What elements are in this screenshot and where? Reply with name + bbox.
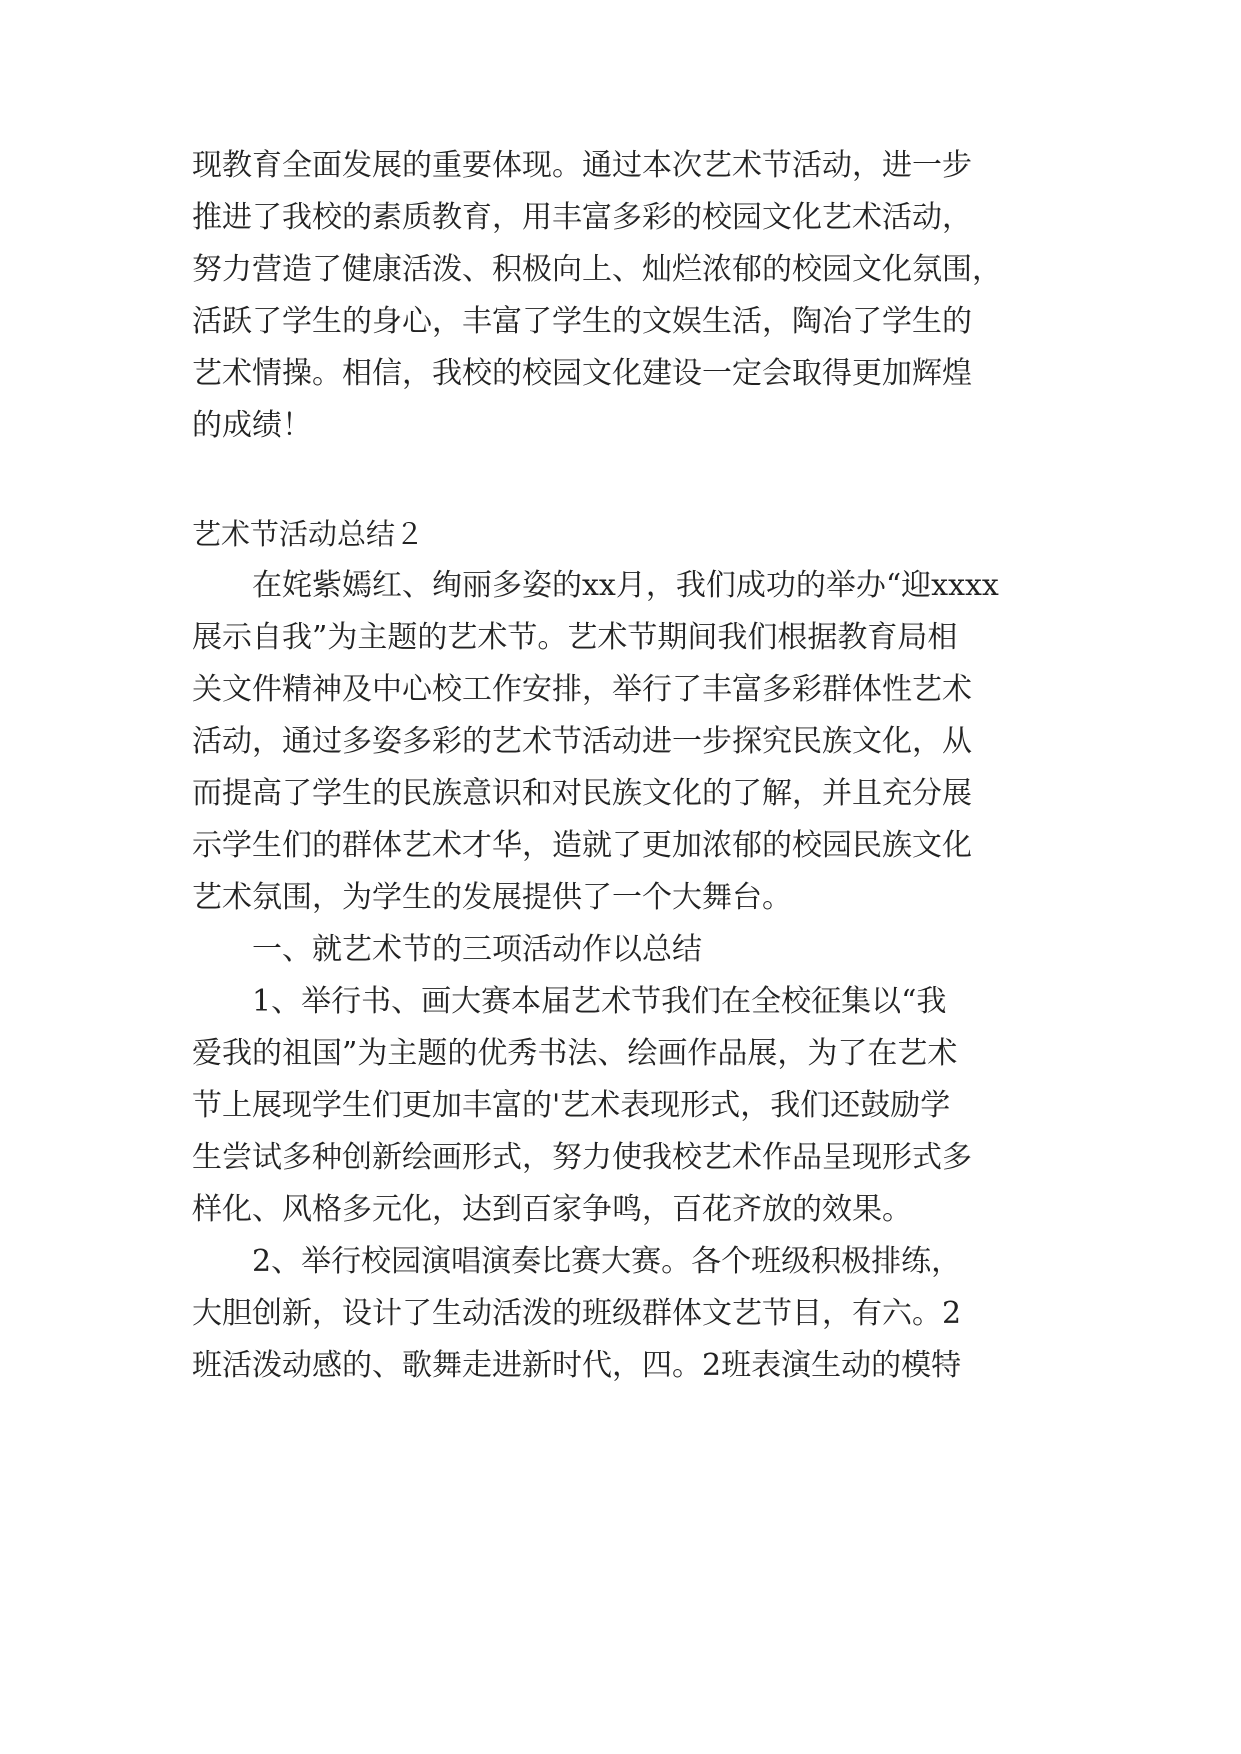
paragraph-2-line-3: 关文件精神及中心校工作安排，举行了丰富多彩群体性艺术 [192,672,972,707]
subheading: 一、就艺术节的三项活动作以总结 [252,932,702,967]
paragraph-3-line-1: 1、举行书、画大赛本届艺术节我们在全校征集以“我 [252,984,947,1019]
section-title: 艺术节活动总结２ [192,517,425,551]
paragraph-3-line-2: 爱我的祖国”为主题的优秀书法、绘画作品展，为了在艺术 [192,1036,958,1071]
paragraph-1-line-6: 的成绩！ [192,408,312,443]
paragraph-4-line-1: 2、举行校园演唱演奏比赛大赛。各个班级积极排练， [252,1244,962,1279]
paragraph-3-line-4: 生尝试多种创新绘画形式，努力使我校艺术作品呈现形式多 [192,1140,972,1175]
paragraph-2-line-4: 活动，通过多姿多彩的艺术节活动进一步探究民族文化，从 [192,724,972,759]
paragraph-2-line-1: 在姹紫嫣红、绚丽多姿的xx月，我们成功的举办“迎xxxx [252,568,999,603]
paragraph-2-line-2: 展示自我”为主题的艺术节。艺术节期间我们根据教育局相 [192,620,958,655]
paragraph-1-line-2: 推进了我校的素质教育，用丰富多彩的校园文化艺术活动， [192,200,972,235]
paragraph-2-line-5: 而提高了学生的民族意识和对民族文化的了解，并且充分展 [192,776,972,811]
paragraph-3-line-3: 节上展现学生们更加丰富的'艺术表现形式，我们还鼓励学 [192,1088,951,1123]
paragraph-4-line-3: 班活泼动感的、歌舞走进新时代，四。2班表演生动的模特 [192,1348,962,1383]
paragraph-1-line-4: 活跃了学生的身心，丰富了学生的文娱生活，陶冶了学生的 [192,304,972,339]
paragraph-3-line-5: 样化、风格多元化，达到百家争鸣，百花齐放的效果。 [192,1192,912,1227]
paragraph-2-line-7: 艺术氛围，为学生的发展提供了一个大舞台。 [192,880,792,915]
paragraph-1-line-1: 现教育全面发展的重要体现。通过本次艺术节活动，进一步 [192,148,972,183]
paragraph-2-line-6: 示学生们的群体艺术才华，造就了更加浓郁的校园民族文化 [192,828,972,863]
paragraph-4-line-2: 大胆创新，设计了生动活泼的班级群体文艺节目，有六。2 [192,1296,962,1331]
paragraph-1-line-3: 努力营造了健康活泼、积极向上、灿烂浓郁的校园文化氛围， [192,252,1002,287]
paragraph-1-line-5: 艺术情操。相信，我校的校园文化建设一定会取得更加辉煌 [192,356,972,391]
